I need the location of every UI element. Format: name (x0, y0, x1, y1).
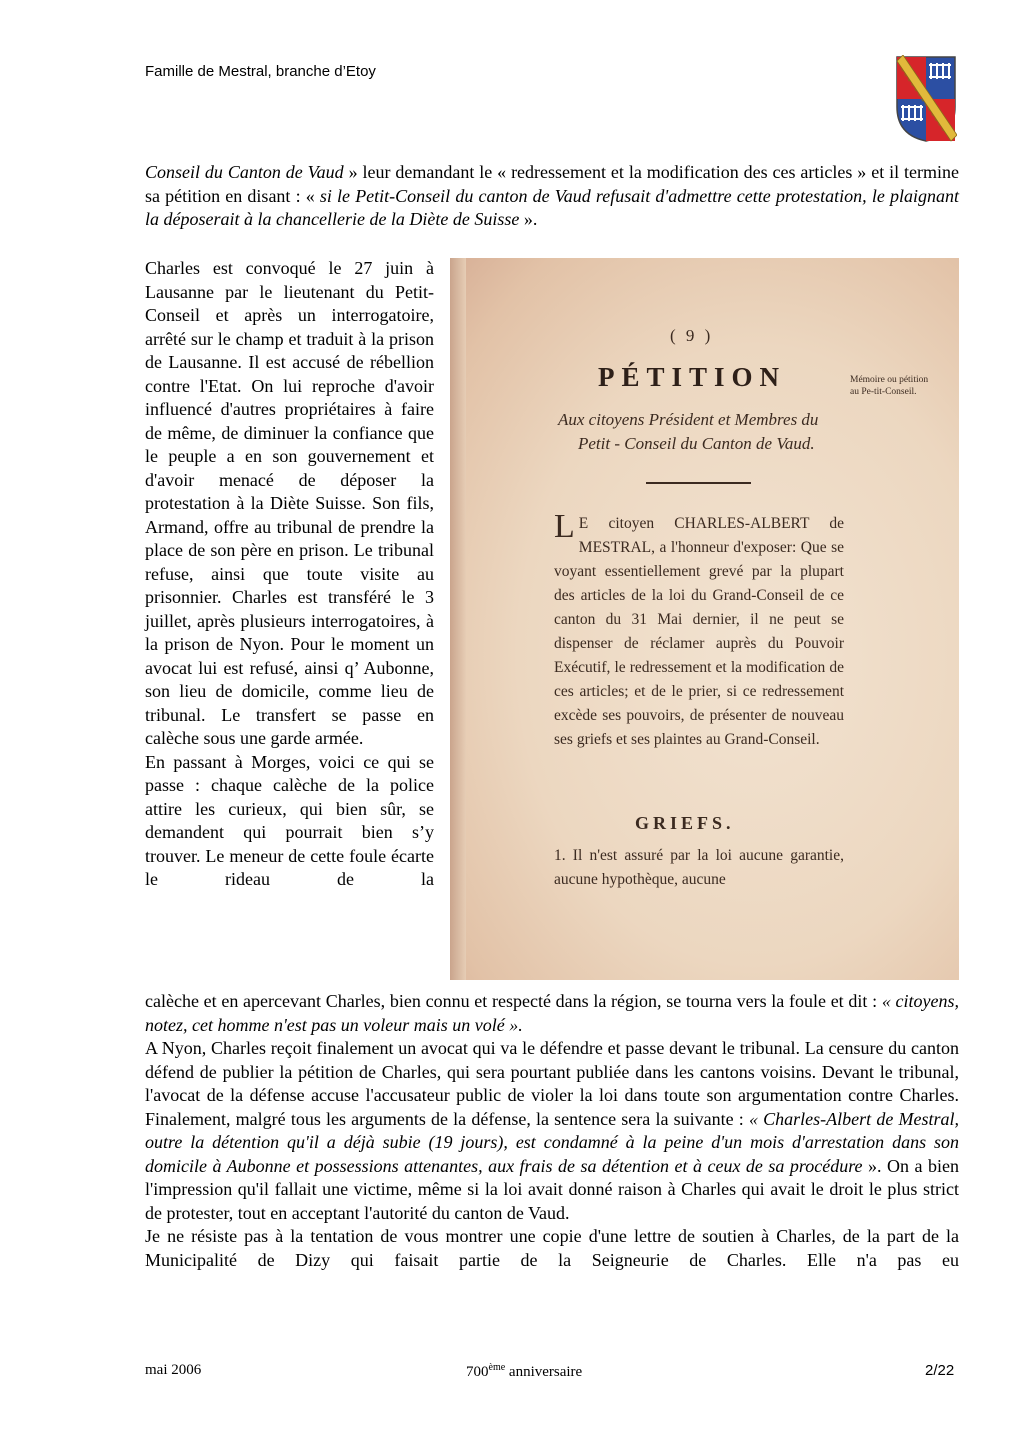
scan-page-edge (450, 258, 466, 980)
scan-griefs-heading: GRIEFS. (635, 813, 735, 833)
morges-text: calèche et en apercevant Charles, bien connu et respecté dans la région, se tourna vers la foule et dit : (145, 991, 882, 1011)
intro-italic-2: si le Petit-Conseil du canton de Vaud refusait d'admettre cette protestation, le plaignant la déposerait à la chancellerie de la Diète de Suisse (145, 185, 959, 229)
intro-paragraph (145, 161, 959, 232)
left-paragraph-1: Charles est convoqué le 27 juin à Lausanne par le lieutenant du Petit-Conseil et après un interrogatoire, arrêté sur le champ et traduit à la prison de Lausanne. Il est accusé de rébellion contre l'Etat. On lui reproche d'avoir influencé d'autres propriétaires à faire de même, de diminuer la confiance que le peuple a en son gouvernement et d'avoir menacé de déposer la protestation à la Diète Suisse. Son fils, Armand, offre au tribunal de prendre la place de son père en prison. Le tribunal refuse, ainsi que toute visite au prisonnier. Charles est transféré le 3 juillet, après plusieurs interrogatoires, à la prison de Nyon. Pour le moment un avocat lui est refusé, ainsi q’ Aubonne, son lieu de domicile, comme lieu de tribunal. Le transfert se passe en calèche sous une garde armée. (145, 258, 434, 748)
scan-body-text: E citoyen CHARLES-ALBERT de MESTRAL, a l'honneur d'exposer: Que se voyant essentiellement grevé par la plupart des articles de la loi du Grand-Conseil de ce canton du 31 Mai dernier, il ne peut se dispenser de réclamer auprès du Pouvoir Exécutif, le redressement et la modification de ces articles; et de le prier, si ce redressement excède ses pouvoirs, de présenter de nouveau ses griefs et ses plaintes au Grand-Conseil. (554, 515, 844, 748)
anniversary-number: 700 (466, 1364, 489, 1380)
paragraph-dizy: Je ne résiste pas à la tentation de vous montrer une copie d'une lettre de soutien à Charles, de la part de la Municipalité de Dizy qui faisait partie de la Seigneurie de Charles. Elle n'a pas eu (145, 1226, 959, 1270)
header-title: Famille de Mestral, branche d’Etoy (145, 63, 376, 80)
intro-text-2: ». (519, 209, 538, 229)
scan-heading: PÉTITION (598, 362, 787, 392)
intro-italic-1: Conseil du Canton de Vaud (145, 162, 344, 182)
scan-subtitle-2: Petit - Conseil du Canton de Vaud. (578, 434, 815, 453)
family-crest-logo (895, 55, 957, 143)
footer-date: mai 2006 (145, 1362, 202, 1378)
intro-text-1: » leur demandant le « redressement et la modification des ces articles » et il termine sa pétition en disant : « (145, 162, 960, 206)
scan-subtitle-1: Aux citoyens Président et Membres du (558, 410, 819, 429)
scan-body (554, 508, 844, 752)
scan-grief-1: 1. Il n'est assuré par la loi aucune garantie, aucune hypothèque, aucune (554, 847, 844, 888)
scan-divider (646, 482, 751, 484)
scan-dropcap: L (554, 508, 575, 545)
footer-page-number: 2/22 (925, 1362, 955, 1379)
paragraph-nyon (145, 1037, 959, 1225)
left-column-text (145, 257, 434, 892)
nyon-text-a: A Nyon, Charles reçoit finalement un avocat qui va le défendre et passe devant le tribunal. La censure du canton défend de publier la pétition de Charles, qui sera pourtant publiée dans les cantons voisins. Devant le tribunal, l'avocat de la défense accuse l'accusateur public de violer la loi dans toute son argumentation contre Charles. Finalement, malgré tous les arguments de la défense, la sentence sera la suivante : (145, 1038, 959, 1129)
quote-citoyens: « citoyens, notez, cet homme n'est pas un voleur mais un volé ». (145, 991, 959, 1035)
anniversary-superscript: ème (488, 1362, 506, 1373)
petition-scan-image (450, 258, 959, 980)
footer-anniversary (466, 1362, 582, 1381)
paragraph-morges-cont (145, 990, 959, 1037)
scan-margin-note: Mémoire ou pétition au Pe-tit-Conseil. (850, 375, 929, 397)
quote-sentence: « Charles-Albert de Mestral, outre la détention qu'il a déjà subie (19 jours), est condamné à la peine d'un mois d'arrestation dans son domicile à Aubonne et possessions attenantes, aux frais de sa détention et à ceux de sa procédure (145, 1108, 959, 1176)
anniversary-text: anniversaire (505, 1364, 583, 1380)
nyon-text-b: ». On a bien l'impression qu'il fallait une victime, même si la loi avait donné raison à Charles qui avait le droit le plus strict de protester, tout en acceptant l'autorité du canton de Vaud. (145, 1155, 960, 1223)
scan-page-number: ( 9 ) (670, 326, 714, 345)
left-paragraph-2: En passant à Morges, voici ce qui se passe : chaque calèche de la police attire les curieux, qui bien sûr, se demandent qui pourrait bien s’y trouver. Le meneur de cette foule écarte le rideau de la (145, 751, 434, 889)
main-text (145, 990, 959, 1272)
